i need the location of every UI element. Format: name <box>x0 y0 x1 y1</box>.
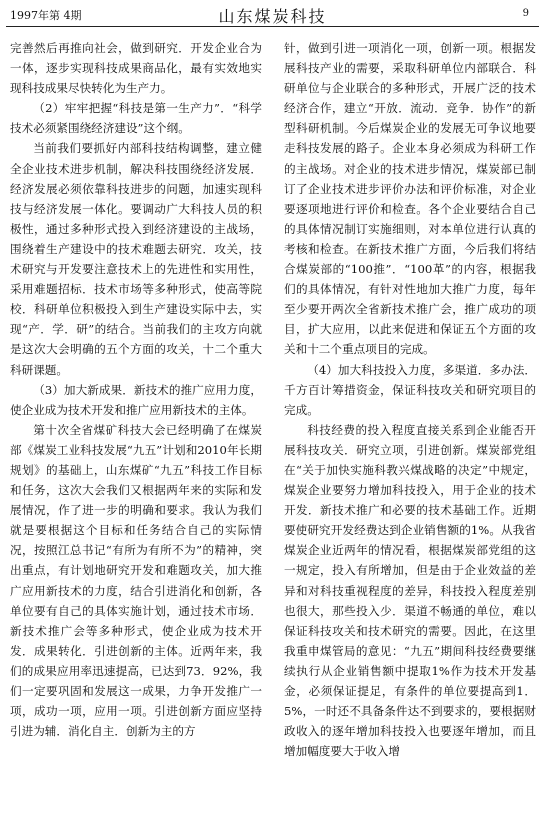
issue-label: 1997年第 4期 <box>10 9 82 22</box>
right-column <box>284 38 536 816</box>
paragraph: （2）牢牢把握“科技是第一生产力”．“科学技术必须紧围绕经济建设”这个纲。 <box>10 101 262 136</box>
paragraph: 当前我们要抓好内部科技结构调整，建立健全企业技术进步机制，解决科技围绕经济发展．经济发展必须依靠科技进步的问题，加速实现科技与经济发展一体化。要调动广大科技人员的积极性，通过多种形式投入到经济建设的主战场，围绕着生产建设中的技术难题去研究．攻关，技术研究与开发要注意技术上的先进性和实用性，采用难题招标．技术市场等多种形式，使高等院校．科研单位积极投入到生产建设实际中去，实现“产．学．研”的结合。当前我们的主攻方向就是这次大会明确的五个方面的攻关，十二个重大科研课题。 <box>10 141 262 377</box>
paragraph: 针，做到引进一项消化一项，创新一项。根据发展科技产业的需要，采取科研单位内部联合．科研单位与企业联合的多种形式，开展广泛的技术经济合作，建立“开放．流动．竞争．协作”的新型科研机制。今后煤炭企业的发展无可争议地要走科技发展的路子。企业本身必须成为科研工作的主战场。对企业的技术进步情况，煤炭部已制订了企业技术进步评价办法和评价标准，对企业要逐项地进行评价和检查。各个企业要结合自己的具体情况制订实施细则，对本单位进行认真的考核和检查。在新技术推广方面，今后我们将结合煤炭部的“100推”．“100革”的内容，根据我们的具体情况，有针对性地加大推广力度，每年至少要开两次全省新技术推广会，推广成功的项目，扩大应用，以此来促进和保证五个方面的攻关和十二个重点项目的完成。 <box>284 41 536 357</box>
journal-title: 山东煤炭科技 <box>218 7 327 26</box>
running-header <box>6 4 539 27</box>
paragraph: （3）加大新成果．新技术的推广应用力度，使企业成为技术开发和推广应用新技术的主体。 <box>10 382 262 417</box>
left-column <box>10 38 262 816</box>
paragraph: 科技经费的投入程度直接关系到企业能否开展科技攻关．研究立项，引进创新。煤炭部党组在“关于加快实施科教兴煤战略的决定”中规定，煤炭企业要努力增加科技投入，用于企业的技术开发．新技术推广和必要的技术基础工作。近期要使研究开发经费达到企业销售额的1%。从我省煤炭企业近两年的情况看，根据煤炭部党组的这一规定，投入有所增加，但是由于企业效益的差异和对科技重视程度的差异，科技投入程度差别也很大，那些投入少．渠道不畅通的单位，难以保证科技攻关和技术研究的需要。因此，在这里我重申煤管局的意见：“九五”期间科技经费要继续执行从企业销售额中提取1%作为技术开发基金，必须保证提足，有条件的单位要提高到1．5%，一时还不具备条件达不到要求的，要根据财政收入的逐年增加科技投入也要逐年增加，而且增加幅度要大于收入增 <box>284 422 536 759</box>
paragraph: 第十次全省煤矿科技大会已经明确了在煤炭部《煤炭工业科技发展“九五”计划和2010年长期规划》的基础上，山东煤矿“九五”科技工作目标和任务，这次大会我们又根据两年来的实际和发展情况，作了进一步的明确和要求。我认为我们就是要根据这个目标和任务结合自己的实际情况，按照江总书记“有所为有所不为”的精神，突出重点，有计划地研究开发和难题攻关，加大推广应用新技术的力度，结合引进消化和创新，各单位要有自己的具体实施计划，通过技术市场．新技术推广会等多种形式，使企业成为技术开发．成果转化．引进创新的主体。近两年来，我们的成果应用率迅速提高，已达到73．92%，我们一定要巩固和发展这一成果，力争开发推广一项，成功一项，应用一项。引进创新方面应坚持引进为辅．消化自主．创新为主的方 <box>10 422 262 739</box>
page-number: 9 <box>522 8 529 19</box>
paragraph: （4）加大科技投入力度，多渠道．多办法．千方百计筹措资金，保证科技攻关和研究项目的完成。 <box>284 362 536 417</box>
paragraph: 完善然后再推向社会，做到研究．开发企业合为一体，逐步实现科技成果商品化，最有实效地实现科技成果尽快转化为生产力。 <box>10 41 262 96</box>
